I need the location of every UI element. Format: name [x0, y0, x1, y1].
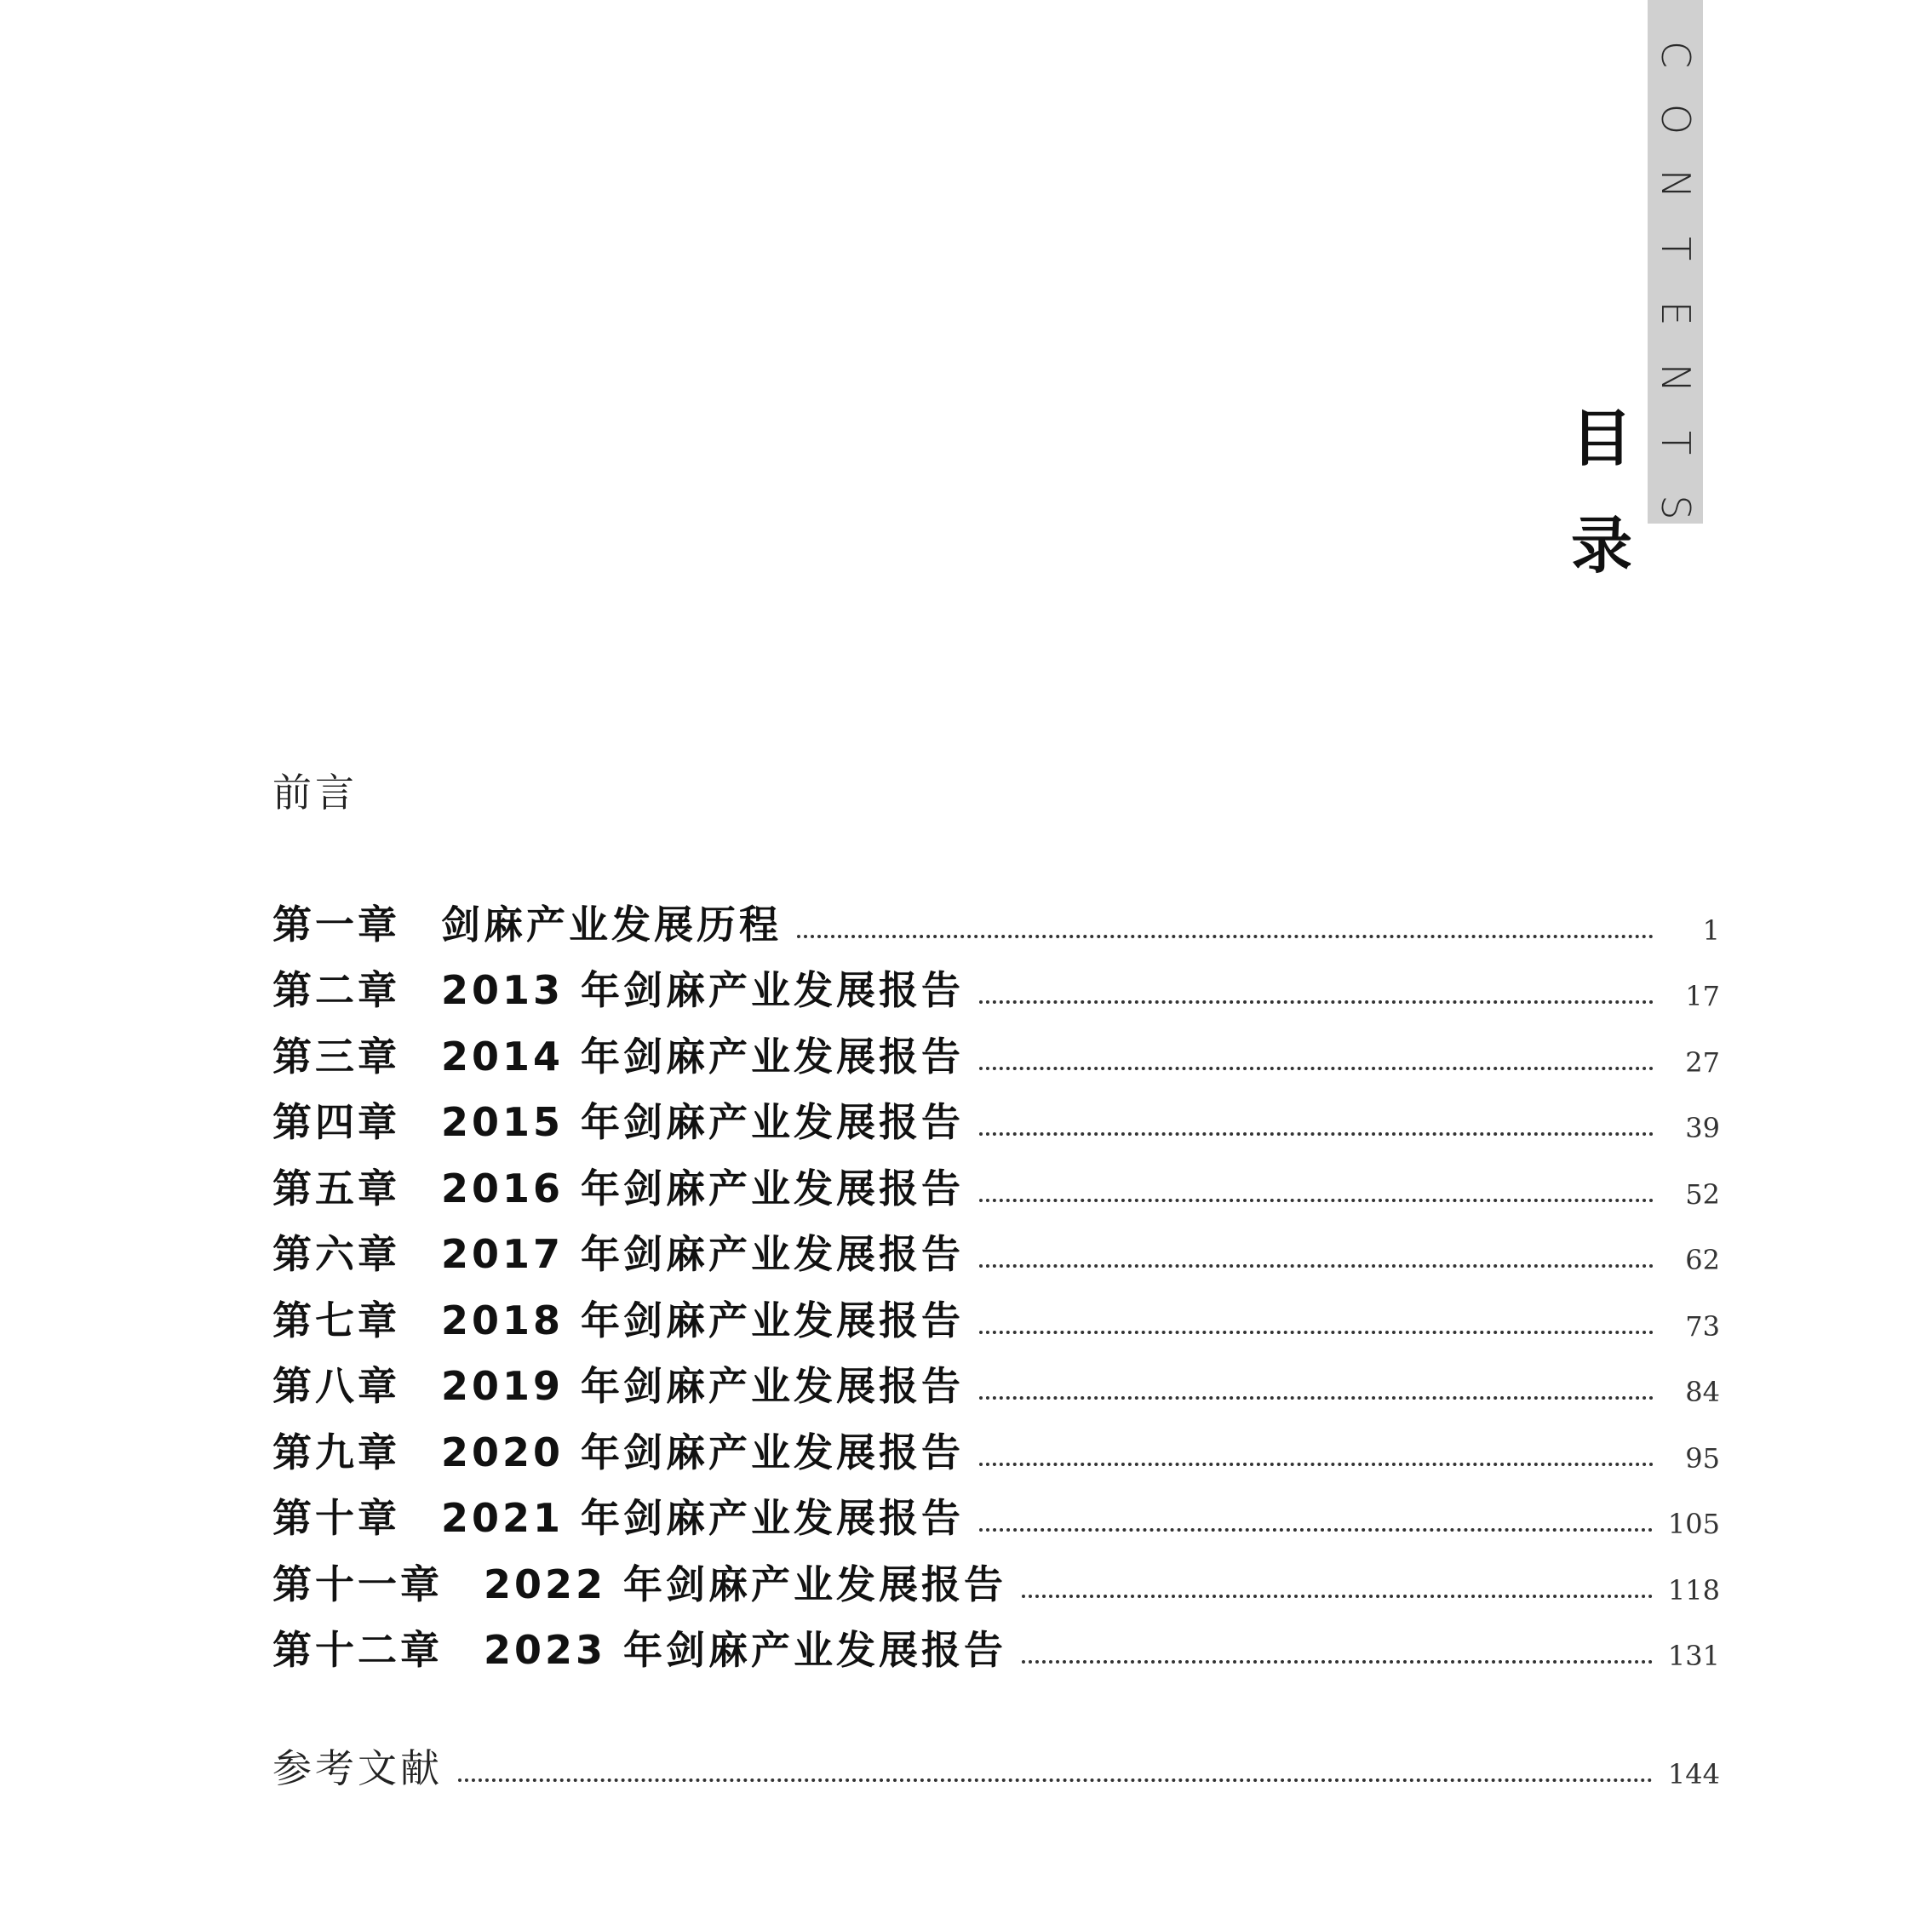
toc-entry[interactable]	[272, 1412, 1720, 1478]
toc-entry[interactable]	[272, 1082, 1720, 1148]
toc-entry[interactable]	[272, 1148, 1720, 1214]
page-number: 62	[1685, 1244, 1720, 1276]
chapter-number: 第九章	[272, 1429, 400, 1475]
references-label: 参考文献	[272, 1745, 443, 1791]
chapter-number: 第一章	[272, 901, 400, 948]
toc-entry[interactable]	[272, 950, 1720, 1017]
page-number: 52	[1685, 1177, 1720, 1211]
chapter-title: 2015 年剑麻产业发展报告	[441, 1099, 965, 1145]
chapter-number: 第四章	[272, 1099, 400, 1145]
contents-letter: C	[1652, 40, 1699, 69]
dot-leader	[1022, 1595, 1653, 1598]
chapter-title: 2023 年剑麻产业发展报告	[484, 1627, 1007, 1673]
chapter-number: 第七章	[272, 1297, 400, 1343]
toc-entry[interactable]	[272, 1016, 1720, 1082]
contents-letter: S	[1652, 495, 1699, 520]
chapter-title: 2018 年剑麻产业发展报告	[441, 1297, 965, 1343]
toc-entry[interactable]	[272, 1478, 1720, 1544]
page-number: 118	[1667, 1573, 1720, 1607]
toc-entry[interactable]	[272, 1214, 1720, 1280]
contents-letter: T	[1652, 430, 1699, 455]
chapter-number: 第三章	[272, 1033, 400, 1080]
dot-leader	[979, 1463, 1654, 1466]
page-number: 131	[1667, 1640, 1720, 1672]
page-number: 84	[1685, 1376, 1720, 1408]
dot-leader	[979, 1199, 1654, 1202]
dot-leader	[979, 1132, 1654, 1136]
chapter-list	[272, 884, 1720, 1675]
chapter-number: 第十二章	[272, 1627, 443, 1673]
toc-entry[interactable]	[272, 1544, 1720, 1610]
dot-leader	[797, 935, 1654, 938]
page-title-char: 目	[1570, 402, 1632, 474]
chapter-number: 第六章	[272, 1231, 400, 1277]
dot-leader	[979, 1067, 1654, 1070]
chapter-title: 2016 年剑麻产业发展报告	[441, 1165, 965, 1211]
chapter-title: 2014 年剑麻产业发展报告	[441, 1033, 965, 1080]
page-number: 73	[1685, 1309, 1720, 1343]
chapter-number: 第五章	[272, 1165, 400, 1211]
page-number: 144	[1667, 1758, 1720, 1790]
chapter-number: 第十章	[272, 1495, 400, 1541]
chapter-title: 2019 年剑麻产业发展报告	[441, 1363, 965, 1409]
toc-entry[interactable]	[272, 1346, 1720, 1412]
dot-leader	[979, 1396, 1654, 1400]
page-number: 1	[1702, 914, 1720, 947]
chapter-number: 第十一章	[272, 1561, 443, 1607]
chapter-number: 第八章	[272, 1363, 400, 1409]
chapter-title: 2022 年剑麻产业发展报告	[484, 1561, 1007, 1607]
toc-entry[interactable]	[272, 1280, 1720, 1346]
chapter-title: 2020 年剑麻产业发展报告	[441, 1429, 965, 1475]
chapter-number: 第二章	[272, 967, 400, 1013]
page-number: 27	[1685, 1045, 1720, 1079]
contents-letter: T	[1652, 236, 1699, 261]
dot-leader	[458, 1778, 1653, 1782]
contents-letter: N	[1652, 363, 1699, 393]
dot-leader	[979, 1528, 1653, 1532]
page-title-char: 录	[1570, 509, 1632, 581]
contents-side-tab	[1648, 0, 1703, 524]
dot-leader	[979, 1000, 1654, 1004]
references-entry[interactable]	[272, 1728, 1720, 1794]
toc-entry[interactable]	[272, 884, 1720, 950]
chapter-title: 2013 年剑麻产业发展报告	[441, 967, 965, 1013]
chapter-title: 剑麻产业发展历程	[441, 901, 782, 948]
chapter-title: 2021 年剑麻产业发展报告	[441, 1495, 965, 1541]
page-number: 105	[1667, 1508, 1720, 1540]
preface-entry[interactable]	[272, 762, 358, 818]
contents-letter: E	[1652, 301, 1699, 326]
page-number: 39	[1685, 1112, 1720, 1144]
toc-entry[interactable]	[272, 1610, 1720, 1676]
contents-letter: N	[1652, 169, 1699, 199]
contents-letter: O	[1652, 103, 1699, 135]
page-number: 95	[1685, 1441, 1720, 1475]
dot-leader	[979, 1331, 1654, 1334]
dot-leader	[979, 1264, 1654, 1268]
chapter-title: 2017 年剑麻产业发展报告	[441, 1231, 965, 1277]
preface-label: 前言	[272, 770, 358, 816]
page-title	[1563, 400, 1640, 584]
dot-leader	[1022, 1660, 1653, 1664]
page-number: 17	[1685, 980, 1720, 1012]
